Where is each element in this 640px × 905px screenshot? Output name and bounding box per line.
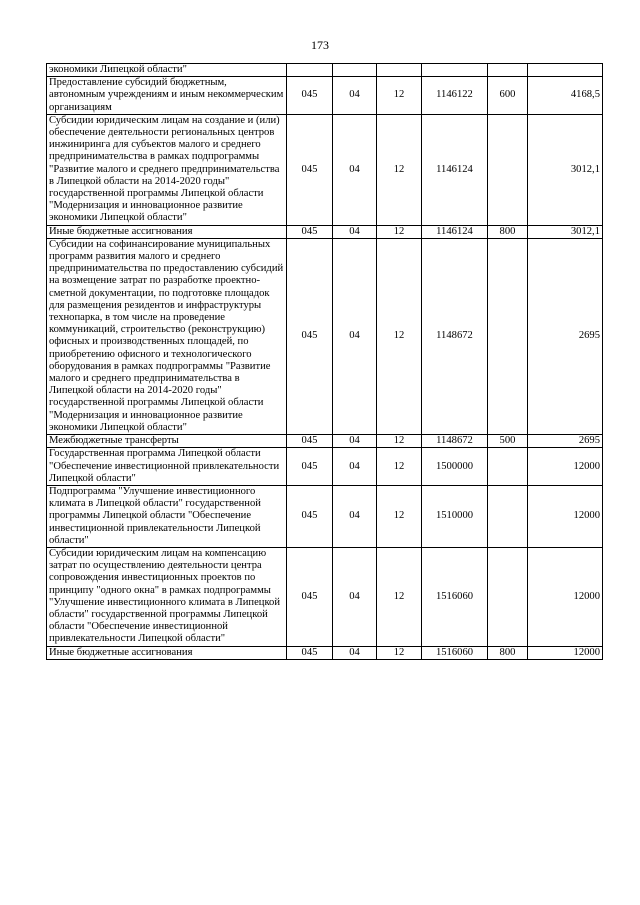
cell-amount	[528, 64, 603, 77]
cell-subsection-code: 12	[377, 646, 422, 659]
cell-subsection-code: 12	[377, 435, 422, 448]
cell-ministry-code: 045	[287, 646, 333, 659]
cell-subsection-code	[377, 64, 422, 77]
cell-section-code: 04	[333, 547, 377, 646]
cell-target-code: 1516060	[422, 547, 488, 646]
cell-amount: 2695	[528, 435, 603, 448]
cell-target-code: 1146122	[422, 77, 488, 115]
cell-expense-type-code: 500	[488, 435, 528, 448]
cell-amount: 12000	[528, 485, 603, 547]
cell-expense-type-code: 800	[488, 225, 528, 238]
cell-subsection-code: 12	[377, 114, 422, 225]
cell-subsection-code: 12	[377, 77, 422, 115]
cell-ministry-code: 045	[287, 114, 333, 225]
cell-expense-type-code: 800	[488, 646, 528, 659]
cell-amount: 2695	[528, 238, 603, 434]
table-row	[47, 646, 603, 659]
cell-section-code: 04	[333, 114, 377, 225]
cell-ministry-code: 045	[287, 485, 333, 547]
cell-section-code: 04	[333, 77, 377, 115]
cell-description: Государственная программа Липецкой области "Обеспечение инвестиционной привлекательности Липецкой области"	[47, 448, 287, 486]
cell-expense-type-code	[488, 238, 528, 434]
cell-description: Субсидии на софинансирование муниципальных программ развития малого и среднего предпринимательства по предоставлению субсидий на возмещение затрат по разработке проектно-сметной документации, по подготовке площадок для размещения резидентов и инфраструктуры технопарка, в том числе на проведение коммуникаций, строительство (реконструкцию) офисных и производственных площадей, по приобретению офисного и технологического оборудования в рамках подпрограммы "Развитие малого и среднего предпринимательства в Липецкой области на 2014-2020 годы" государственной программы Липецкой области "Модернизация и инновационное развитие экономики Липецкой области"	[47, 238, 287, 434]
budget-table-body	[47, 64, 603, 660]
cell-target-code: 1146124	[422, 114, 488, 225]
page-number: 173	[311, 38, 329, 52]
cell-description: Межбюджетные трансферты	[47, 435, 287, 448]
cell-target-code: 1516060	[422, 646, 488, 659]
cell-description: Субсидии юридическим лицам на компенсацию затрат по осуществлению деятельности центра сопровождения инвестиционных проектов по принципу "одного окна" в рамках подпрограммы "Улучшение инвестиционного климата в Липецкой области" государственной программы Липецкой области "Обеспечение инвестиционной привлекательности Липецкой области"	[47, 547, 287, 646]
cell-section-code: 04	[333, 435, 377, 448]
cell-expense-type-code: 600	[488, 77, 528, 115]
cell-section-code	[333, 64, 377, 77]
cell-target-code: 1146124	[422, 225, 488, 238]
table-row	[47, 114, 603, 225]
table-row	[47, 64, 603, 77]
cell-amount: 12000	[528, 646, 603, 659]
cell-amount: 4168,5	[528, 77, 603, 115]
cell-subsection-code: 12	[377, 485, 422, 547]
cell-amount: 12000	[528, 448, 603, 486]
cell-subsection-code: 12	[377, 225, 422, 238]
cell-target-code	[422, 64, 488, 77]
cell-section-code: 04	[333, 485, 377, 547]
cell-description: Предоставление субсидий бюджетным, автономным учреждениям и иным некоммерческим организациям	[47, 77, 287, 115]
cell-expense-type-code	[488, 485, 528, 547]
cell-ministry-code: 045	[287, 238, 333, 434]
cell-description: Субсидии юридическим лицам на создание и (или) обеспечение деятельности региональных центров инжиниринга для субъектов малого и среднего предпринимательства в рамках подпрограммы "Развитие малого и среднего предпринимательства в Липецкой области на 2014-2020 годы" государственной программы Липецкой области "Модернизация и инновационное развитие экономики Липецкой области"	[47, 114, 287, 225]
cell-target-code: 1510000	[422, 485, 488, 547]
cell-subsection-code: 12	[377, 547, 422, 646]
cell-expense-type-code	[488, 448, 528, 486]
cell-target-code: 1148672	[422, 435, 488, 448]
table-row	[47, 238, 603, 434]
cell-ministry-code: 045	[287, 448, 333, 486]
cell-description: экономики Липецкой области"	[47, 64, 287, 77]
cell-ministry-code: 045	[287, 435, 333, 448]
cell-amount: 3012,1	[528, 225, 603, 238]
cell-target-code: 1148672	[422, 238, 488, 434]
table-row	[47, 547, 603, 646]
cell-ministry-code	[287, 64, 333, 77]
budget-table	[46, 63, 603, 660]
cell-ministry-code: 045	[287, 547, 333, 646]
table-row	[47, 225, 603, 238]
cell-subsection-code: 12	[377, 238, 422, 434]
cell-section-code: 04	[333, 225, 377, 238]
table-row	[47, 435, 603, 448]
cell-description: Иные бюджетные ассигнования	[47, 225, 287, 238]
cell-target-code: 1500000	[422, 448, 488, 486]
cell-expense-type-code	[488, 114, 528, 225]
cell-amount: 3012,1	[528, 114, 603, 225]
cell-ministry-code: 045	[287, 77, 333, 115]
cell-section-code: 04	[333, 646, 377, 659]
table-row	[47, 77, 603, 115]
cell-subsection-code: 12	[377, 448, 422, 486]
cell-expense-type-code	[488, 547, 528, 646]
cell-ministry-code: 045	[287, 225, 333, 238]
cell-description: Иные бюджетные ассигнования	[47, 646, 287, 659]
cell-section-code: 04	[333, 448, 377, 486]
table-row	[47, 485, 603, 547]
cell-description: Подпрограмма "Улучшение инвестиционного климата в Липецкой области" государственной программы Липецкой области "Обеспечение инвестиционной привлекательности Липецкой области"	[47, 485, 287, 547]
table-row	[47, 448, 603, 486]
cell-section-code: 04	[333, 238, 377, 434]
cell-amount: 12000	[528, 547, 603, 646]
cell-expense-type-code	[488, 64, 528, 77]
